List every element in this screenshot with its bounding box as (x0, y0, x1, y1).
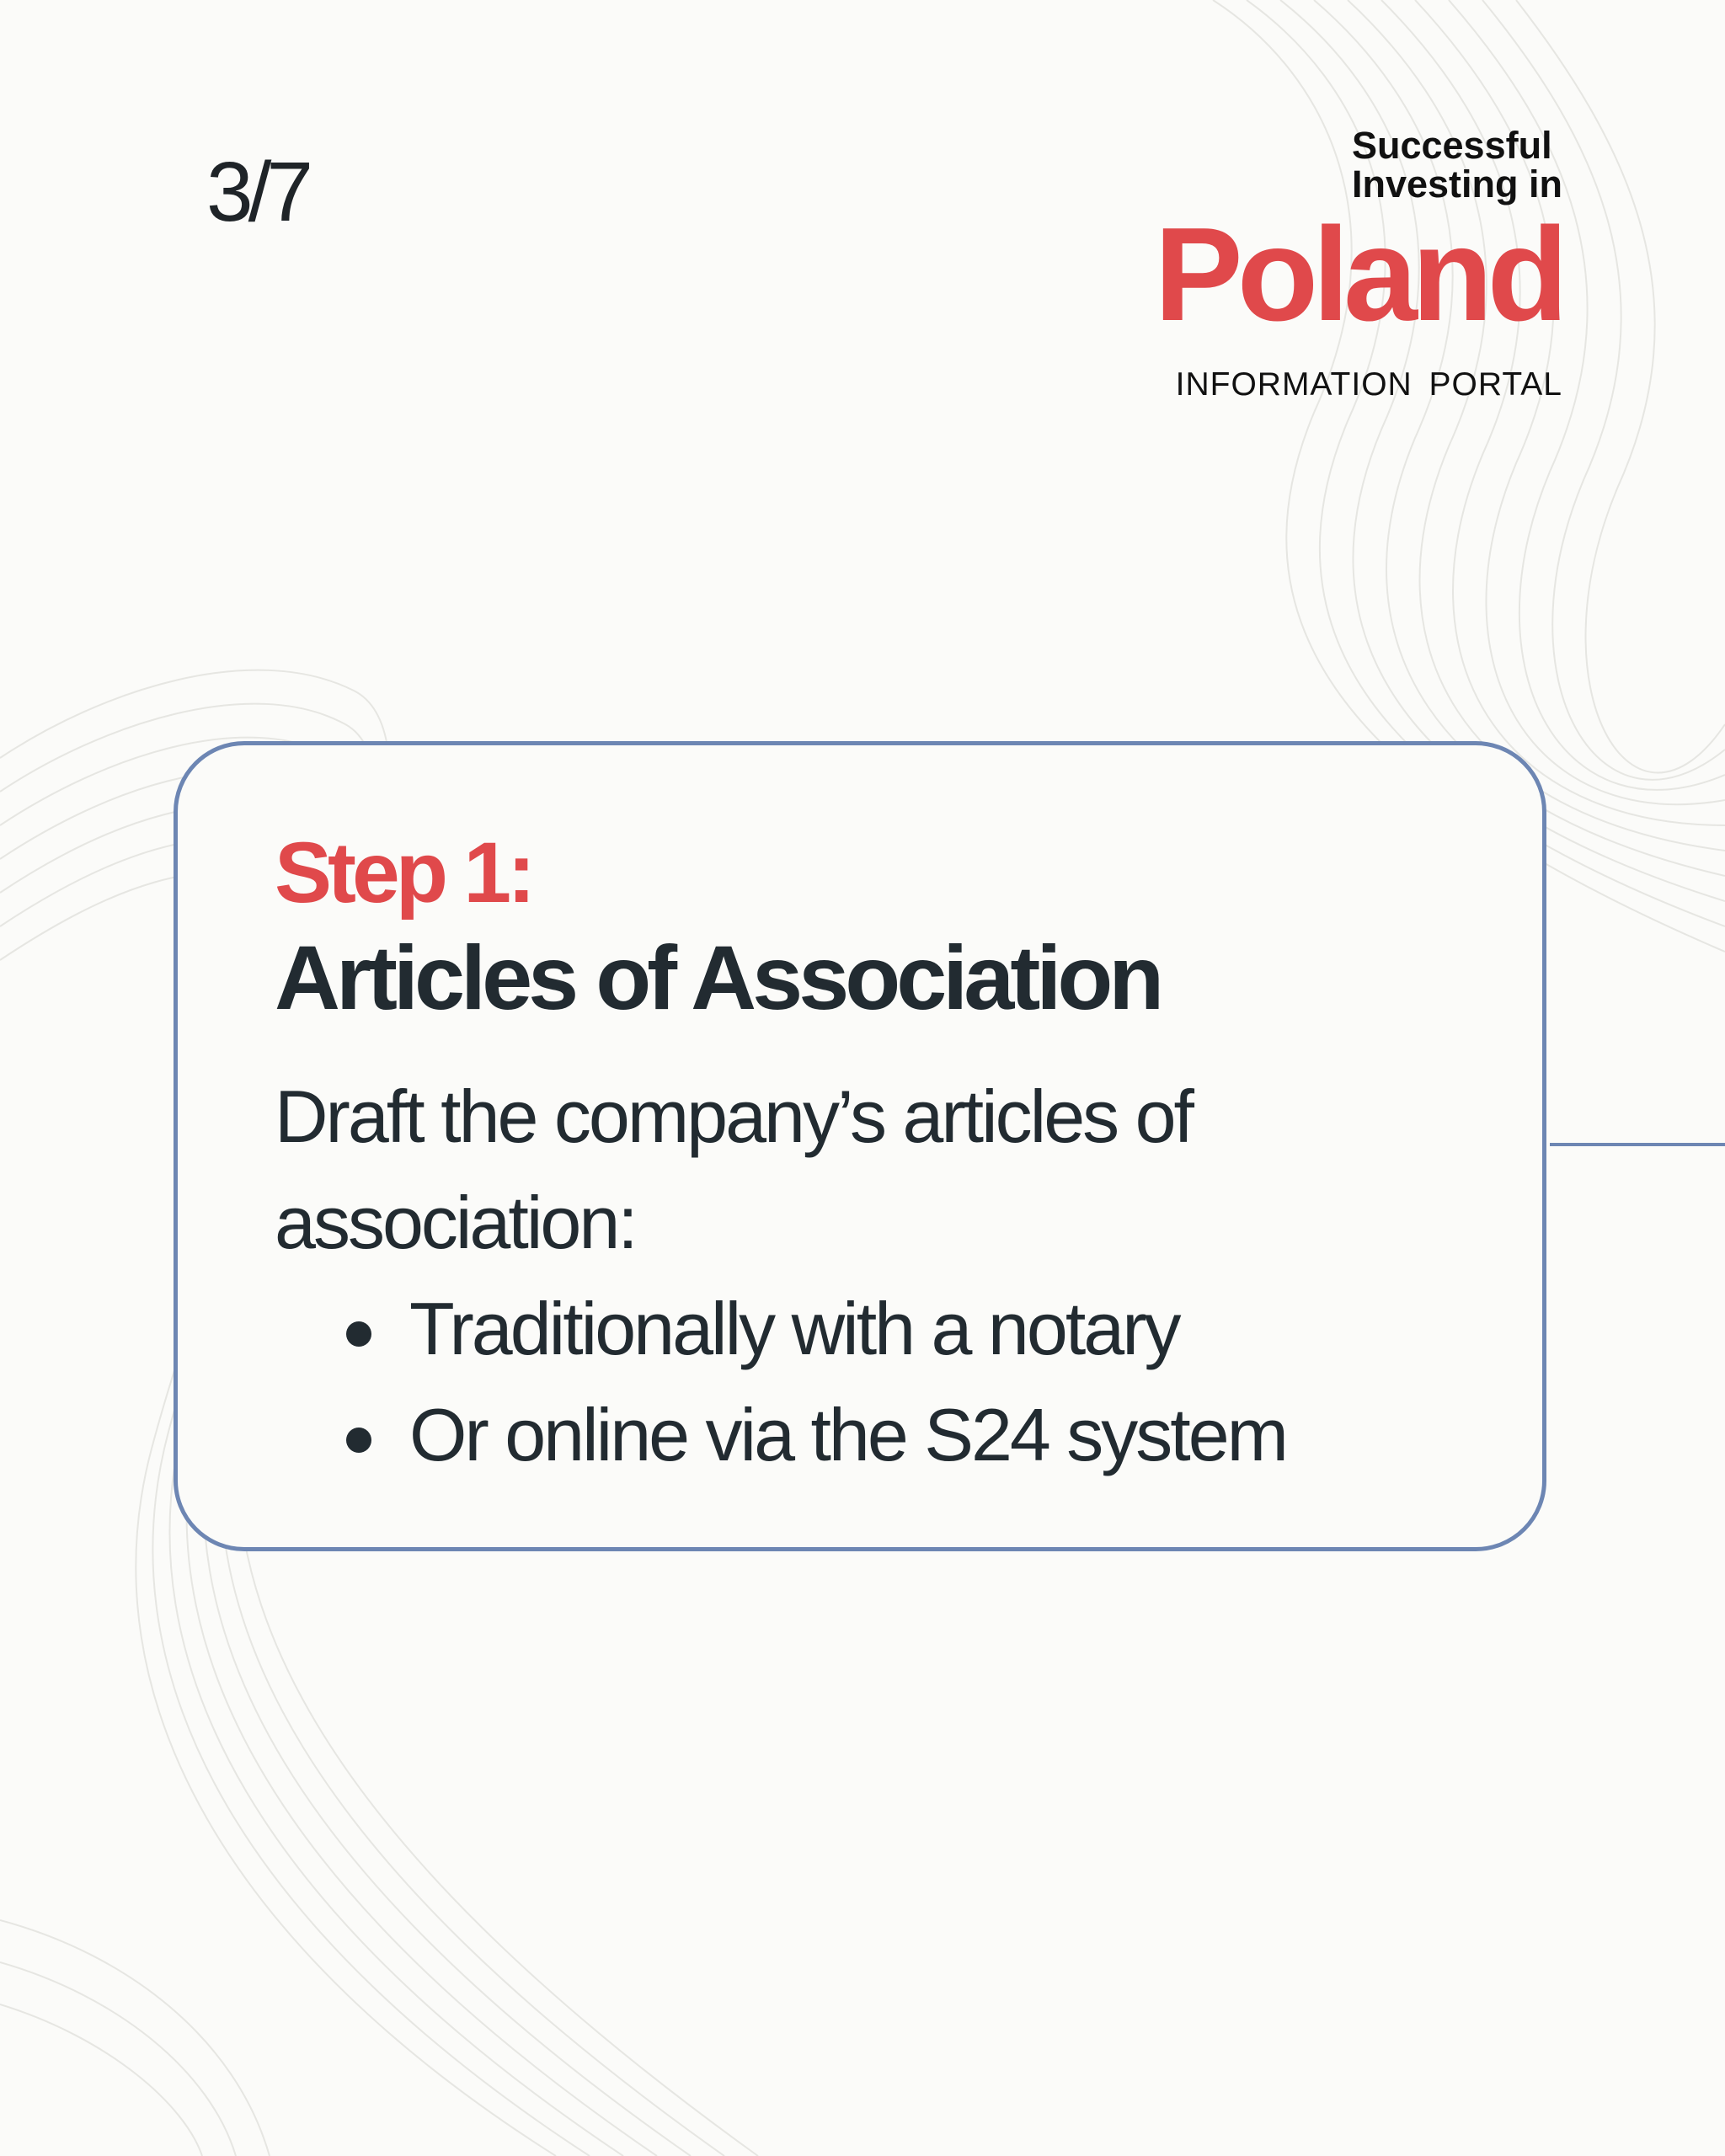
brand-tagline (1352, 126, 1562, 204)
bullet-text: Or online via the S24 system (409, 1393, 1286, 1476)
step-description: Draft the company’s articles of association: (275, 1075, 1192, 1264)
bullet-item (275, 1276, 1286, 1382)
bullet-item (275, 1382, 1286, 1488)
bullet-text: Traditionally with a notary (409, 1287, 1179, 1370)
step-label: Step 1: (275, 825, 532, 921)
brand-logo (1154, 126, 1562, 401)
page-counter: 3/7 (206, 145, 309, 239)
step-card (174, 741, 1546, 1551)
brand-subtitle: INFORMATION PORTAL (1175, 366, 1562, 403)
bullet-dot-icon (346, 1428, 371, 1453)
step-bullet-list (275, 1276, 1286, 1488)
brand-name: Poland (1154, 200, 1562, 349)
brand-tagline-line2: Investing in (1351, 163, 1562, 205)
step-title: Articles of Association (275, 926, 1161, 1028)
connector-line (1550, 1143, 1725, 1146)
bullet-dot-icon (346, 1321, 371, 1347)
brand-tagline-line1: Successful (1351, 124, 1552, 167)
